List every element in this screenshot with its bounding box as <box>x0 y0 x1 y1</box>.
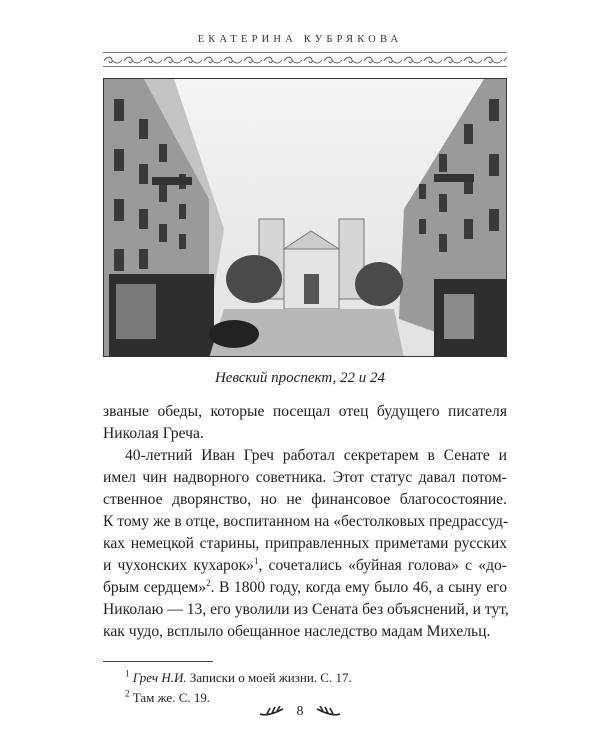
footnote-ref[interactable]: 1 <box>253 555 259 566</box>
running-head: ЕКАТЕРИНА КУБРЯКОВА <box>197 34 403 45</box>
street-photo <box>103 78 507 357</box>
text-line: К тому же в отце, воспитанном на «бестолковых предрассуд- <box>103 513 509 530</box>
leaf-ornament-left-icon <box>259 706 285 718</box>
text-line: ственное дворянство, но не финансовое благосостояние. <box>103 491 507 508</box>
text-fragment: брым сердцем» <box>103 579 207 596</box>
footnote-mark: 1 <box>125 668 130 679</box>
text-line: имел чин надворного советника. Этот статус давал потом- <box>103 469 507 486</box>
text-fragment: . В 1800 году, когда ему было 46, а сыну его <box>210 579 507 596</box>
figure-caption: Невский проспект, 22 и 24 <box>214 370 386 386</box>
body-text <box>103 401 507 643</box>
text-fragment: и чухонских кухарок» <box>103 557 254 574</box>
text-line: Николаю — 13, его уволили из Сената без объяснений, и тут, <box>103 601 509 618</box>
text-line: ках немецкой старины, приправленных приметами русских <box>103 535 507 552</box>
footnote-ref[interactable]: 2 <box>206 577 211 588</box>
footnote-text: Там же. С. 19. <box>132 690 211 705</box>
header-ornament <box>103 52 507 67</box>
footnote-mark: 2 <box>125 688 130 699</box>
footnote-1 <box>125 668 352 688</box>
text-line: Николая Греча. <box>103 425 204 442</box>
text-line: званые обеды, которые посещал отец будущего писателя <box>103 403 507 420</box>
text-line: как чудо, всплыло обещанное наследство мадам Михельц. <box>103 623 491 640</box>
footnote-text: Записки о моей жизни. С. 17. <box>186 670 352 685</box>
footnote-author: Греч Н.И. <box>132 670 187 685</box>
text-fragment: , сочетались «буйная голова» с «до- <box>258 557 507 574</box>
leaf-ornament-right-icon <box>315 706 341 718</box>
footnote-divider <box>103 661 213 662</box>
footnotes <box>125 668 352 708</box>
text-line <box>103 555 507 577</box>
page-number: 8 <box>296 704 304 719</box>
text-line: 40-летний Иван Греч работал секретарем в Сенате и <box>125 447 507 464</box>
text-line <box>103 577 507 599</box>
page-footer <box>0 704 600 720</box>
